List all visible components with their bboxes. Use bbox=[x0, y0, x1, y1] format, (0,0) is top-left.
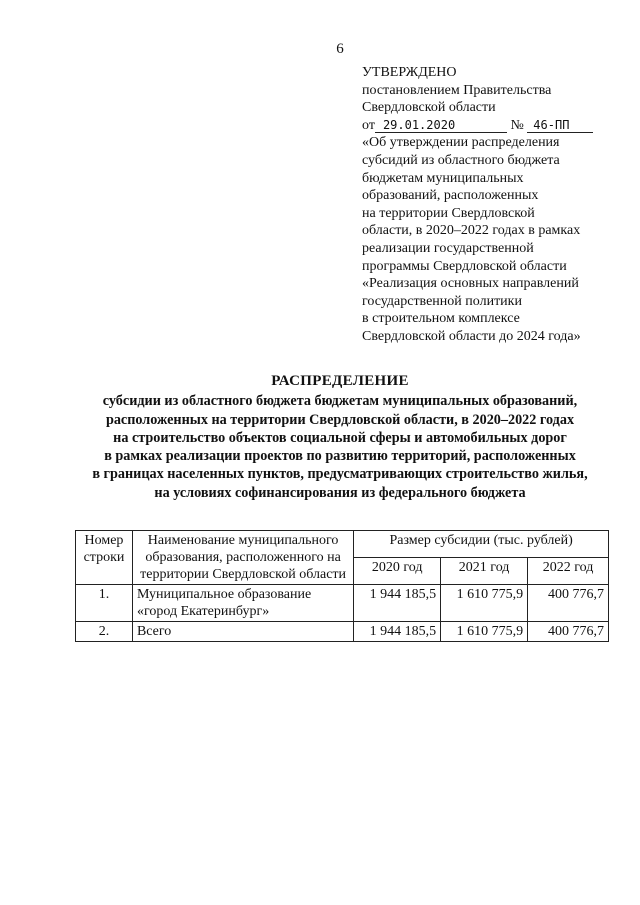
page-number: 6 bbox=[336, 41, 344, 57]
row-municipality: Всего bbox=[132, 622, 353, 642]
subject-line: на территории Свердловской bbox=[362, 205, 535, 221]
title-heading: РАСПРЕДЕЛЕНИЕ bbox=[271, 373, 409, 389]
subject-line: государственной политики bbox=[362, 293, 522, 309]
title-line: в рамках реализации проектов по развитию территорий, расположенных bbox=[104, 448, 576, 465]
subject-line: образований, расположенных bbox=[362, 188, 539, 204]
title-line: расположенных на территории Свердловской области, в 2020–2022 годах bbox=[105, 411, 575, 428]
row-value-2022: 400 776,7 bbox=[528, 622, 609, 642]
header-subsidy-size: Размер субсидии (тыс. рублей) bbox=[354, 531, 609, 558]
row-value-2021: 1 610 775,9 bbox=[441, 585, 528, 622]
row-number: 2. bbox=[76, 622, 133, 642]
row-value-2020: 1 944 185,5 bbox=[354, 622, 441, 642]
title-line: субсидии из областного бюджета бюджетам муниципальных образований, bbox=[102, 393, 578, 410]
subject-line: Свердловской области до 2024 года» bbox=[362, 328, 581, 344]
approval-date-line bbox=[362, 117, 622, 135]
subject-line: области, в 2020–2022 годах в рамках bbox=[362, 223, 581, 239]
header-year-2022: 2022 год bbox=[528, 558, 609, 585]
row-number: 1. bbox=[76, 585, 133, 622]
header-year-2021: 2021 год bbox=[441, 558, 528, 585]
subject-line: бюджетам муниципальных bbox=[362, 170, 524, 186]
subject-line: «Реализация основных направлений bbox=[362, 276, 579, 292]
header-municipality: Наименование муниципального образования, расположенного на территории Свердловской области bbox=[132, 531, 353, 585]
header-year-2020: 2020 год bbox=[354, 558, 441, 585]
table-row bbox=[76, 622, 609, 642]
approval-line-1: постановлением Правительства bbox=[362, 82, 552, 98]
subject-line: в строительном комплексе bbox=[362, 311, 520, 327]
row-value-2021: 1 610 775,9 bbox=[441, 622, 528, 642]
title-line: в границах населенных пунктов, предусматривающих строительство жилья, bbox=[92, 466, 588, 483]
subject-line: субсидий из областного бюджета bbox=[362, 152, 560, 168]
approval-title: УТВЕРЖДЕНО bbox=[362, 65, 457, 80]
date-prefix: от bbox=[362, 117, 375, 133]
row-municipality: Муниципальное образование «город Екатеринбург» bbox=[132, 585, 353, 622]
approval-block bbox=[362, 64, 622, 346]
number-prefix: № bbox=[510, 117, 524, 133]
row-value-2020: 1 944 185,5 bbox=[354, 585, 441, 622]
subject-line: «Об утверждении распределения bbox=[362, 135, 560, 151]
row-value-2022: 400 776,7 bbox=[528, 585, 609, 622]
approval-number: 46-ПП bbox=[527, 119, 593, 133]
document-title bbox=[60, 372, 620, 502]
subject-line: реализации государственной bbox=[362, 240, 534, 256]
approval-date: 29.01.2020 bbox=[375, 119, 507, 133]
table-row bbox=[76, 585, 609, 622]
title-line: на строительство объектов социальной сферы и автомобильных дорог bbox=[113, 429, 567, 446]
title-line: на условиях софинансирования из федерального бюджета bbox=[154, 484, 526, 501]
table-header-row bbox=[76, 531, 609, 558]
subject-line: программы Свердловской области bbox=[362, 258, 567, 274]
header-row-number: Номер строки bbox=[76, 531, 133, 585]
distribution-table bbox=[75, 530, 609, 642]
approval-line-2: Свердловской области bbox=[362, 100, 496, 116]
